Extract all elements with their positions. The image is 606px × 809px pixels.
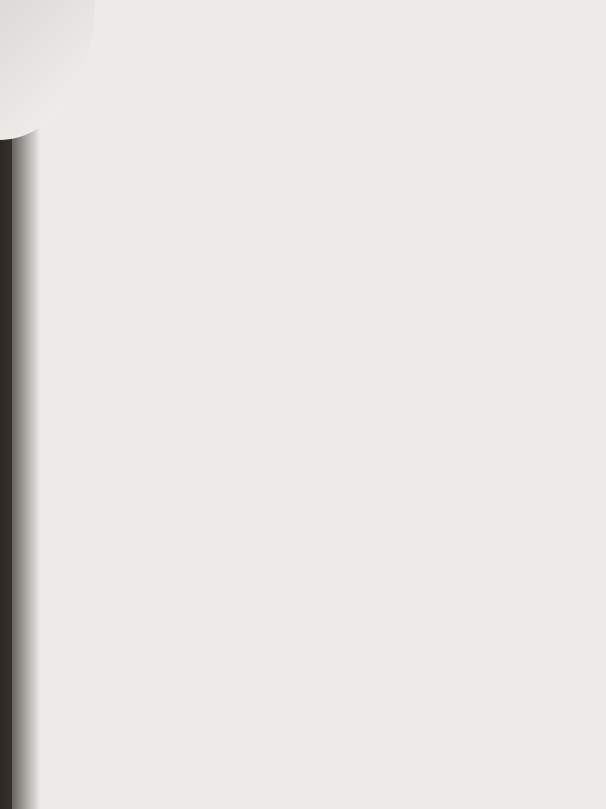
paper-sheet [12,0,606,809]
